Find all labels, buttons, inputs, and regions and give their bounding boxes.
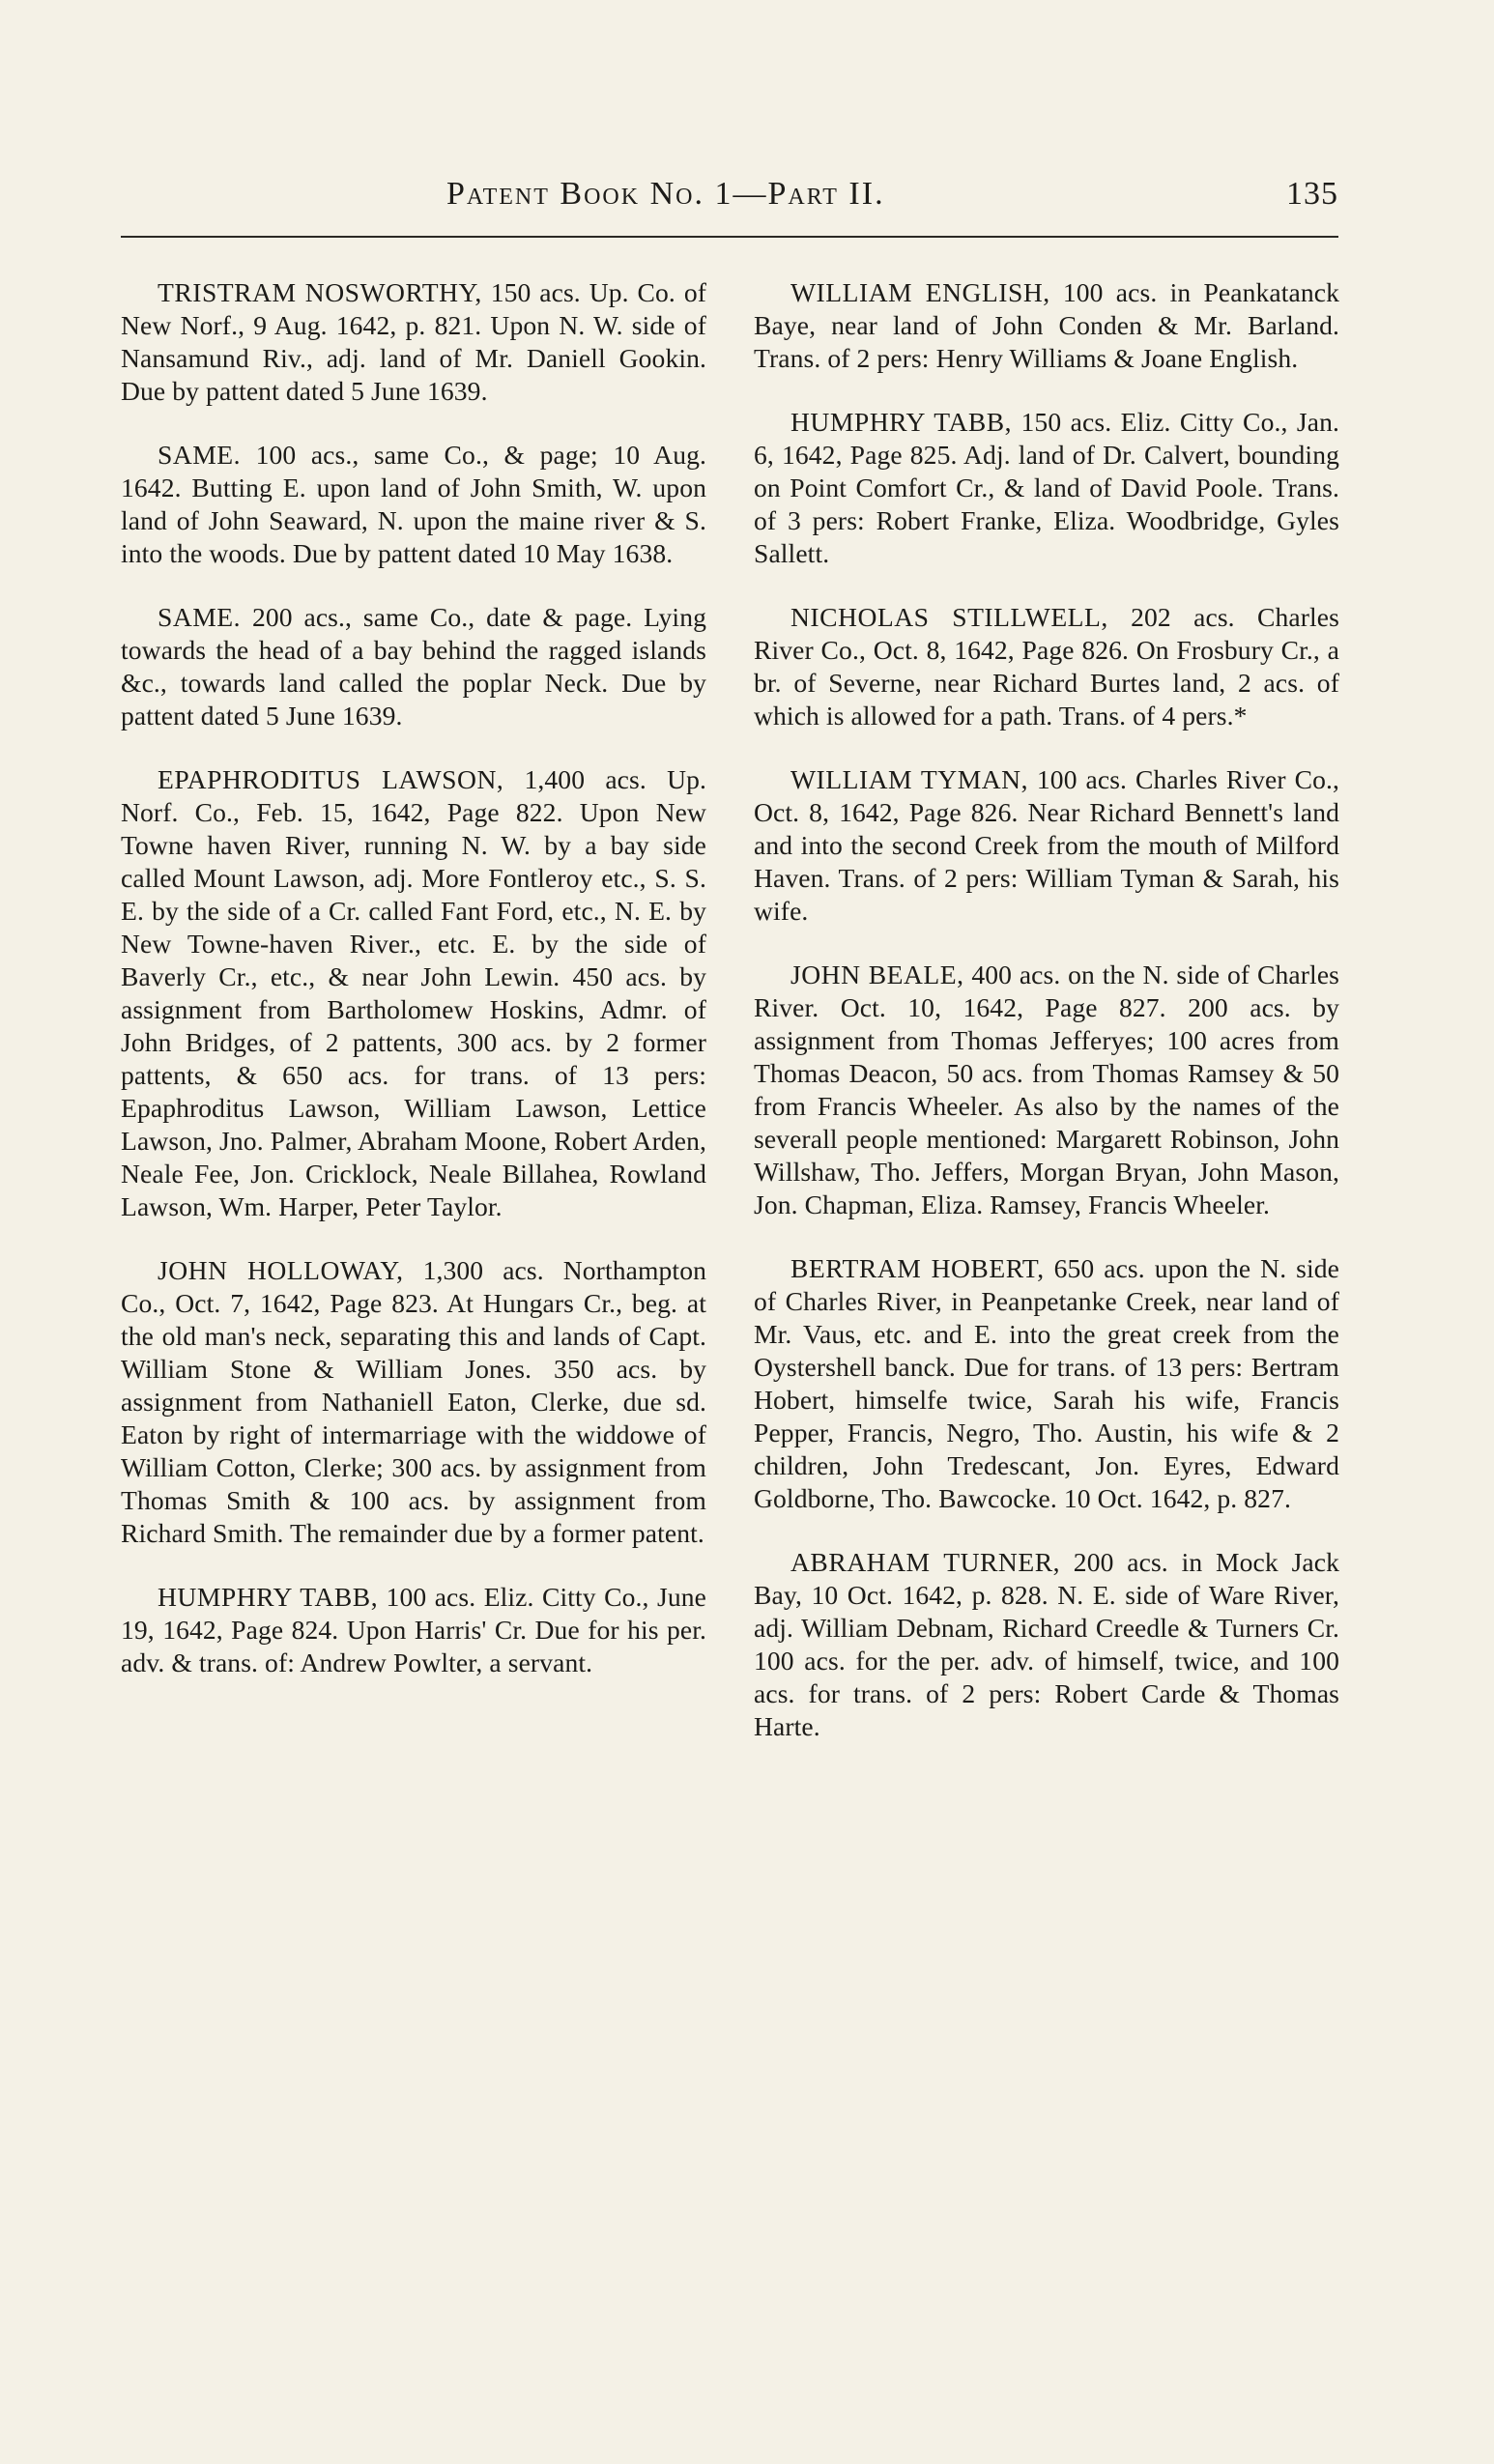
entry-name: BERTRAM HOBERT, [790,1253,1045,1283]
entry-name: HUMPHRY TABB, [158,1582,379,1612]
patent-entry-lawson [121,763,706,1223]
patent-entry-tabb-2 [754,406,1339,570]
entry-text: 200 acs., same Co., date & page. Lying towards the head of a bay behind the ragged islands &c., towards land called the poplar Neck. Due by pattent dated 5 June 1639. [121,602,706,731]
entry-text: 1,300 acs. Northampton Co., Oct. 7, 1642, Page 823. At Hungars Cr., beg. at the old man's neck, separating this and lands of Capt. William Stone & William Jones. 350 acs. by assignment from Nathaniell Eaton, Clerke, due sd. Eaton by right of intermarriage with the widdowe of William Cotton, Clerke; 300 acs. by assignment from Thomas Smith & 100 acs. by assignment from Richard Smith. The remainder due by a former patent. [121,1255,706,1548]
entry-name: SAME. [158,602,242,632]
right-column [754,276,1339,1774]
entry-name: SAME. [158,440,242,470]
patent-entry-turner [754,1546,1339,1743]
entry-name: JOHN BEALE, [790,960,964,989]
patent-entry-tabb-1 [121,1581,706,1679]
patent-entry-english [754,276,1339,375]
patent-entry-same-1 [121,439,706,570]
entry-name: EPAPHRODITUS LAWSON, [158,764,504,794]
header-rule [121,236,1338,238]
entry-name: ABRAHAM TURNER, [790,1547,1061,1577]
entry-name: WILLIAM ENGLISH, [790,277,1050,307]
patent-entry-tyman [754,763,1339,928]
entry-text: 202 acs. Charles River Co., Oct. 8, 1642, Page 826. On Frosbury Cr., a br. of Severne, near Richard Burtes land, 2 acs. of which is allowed for a path. Trans. of 4 pers.* [754,602,1339,731]
running-title: Patent Book No. 1—Part II. [446,176,885,212]
entry-text: 100 acs., same Co., & page; 10 Aug. 1642. Butting E. upon land of John Smith, W. upon land of John Seaward, N. upon the maine river & S. into the woods. Due by pattent dated 10 May 1638. [121,440,706,568]
entry-text: 100 acs. Eliz. Citty Co., June 19, 1642, Page 824. Upon Harris' Cr. Due for his per. adv. & trans. of: Andrew Powlter, a servant. [121,1582,706,1677]
patent-entry-stillwell [754,601,1339,732]
running-head [121,176,1338,224]
entry-name: HUMPHRY TABB, [790,407,1013,437]
entry-name: NICHOLAS STILLWELL, [790,602,1108,632]
page-number: 135 [1286,176,1338,212]
entry-name: WILLIAM TYMAN, [790,764,1028,794]
left-column [121,276,706,1710]
entry-text: 400 acs. on the N. side of Charles River. Oct. 10, 1642, Page 827. 200 acs. by assignment from Thomas Jefferyes; 100 acres from Thomas Deacon, 50 acs. from Thomas Ramsey & 50 from Francis Wheeler. As also by the names of the severall people mentioned: Margarett Robinson, John Willshaw, Tho. Jeffers, Morgan Bryan, John Mason, Jon. Chapman, Eliza. Ramsey, Francis Wheeler. [754,960,1339,1219]
entry-name: TRISTRAM NOSWORTHY, [158,277,482,307]
patent-entry-beale [754,959,1339,1221]
entry-name: JOHN HOLLOWAY, [158,1255,404,1285]
entry-text: 200 acs. in Mock Jack Bay, 10 Oct. 1642, p. 828. N. E. side of Ware River, adj. William Debnam, Richard Creedle & Turners Cr. 100 acs. for the per. adv. of himself, twice, and 100 acs. for trans. of 2 pers: Robert Carde & Thomas Harte. [754,1547,1339,1741]
patent-entry-same-2 [121,601,706,732]
entry-text: 1,400 acs. Up. Norf. Co., Feb. 15, 1642, Page 822. Upon New Towne haven River, running N. W. by a bay side called Mount Lawson, adj. More Fontleroy etc., S. S. E. by the side of a Cr. called Fant Ford, etc., N. E. by New Towne-haven River., etc. E. by the side of Baverly Cr., etc., & near John Lewin. 450 acs. by assignment from Bartholomew Hoskins, Admr. of John Bridges, of 2 pattents, 300 acs. by 2 former pattents, & 650 acs. for trans. of 13 pers: Epaphroditus Lawson, William Lawson, Lettice Lawson, Jno. Palmer, Abraham Moone, Robert Arden, Neale Fee, Jon. Cricklock, Neale Billahea, Rowland Lawson, Wm. Harper, Peter Taylor. [121,764,707,1221]
patent-entry-nosworthy [121,276,706,408]
entry-text: 100 acs. in Peankatanck Baye, near land of John Conden & Mr. Barland. Trans. of 2 pers: Henry Williams & Joane English. [754,277,1339,373]
entry-text: 100 acs. Charles River Co., Oct. 8, 1642, Page 826. Near Richard Bennett's land and into the second Creek from the mouth of Milford Haven. Trans. of 2 pers: William Tyman & Sarah, his wife. [754,764,1339,926]
patent-entry-holloway [121,1254,706,1550]
entry-text: 150 acs. Up. Co. of New Norf., 9 Aug. 1642, p. 821. Upon N. W. side of Nansamund Riv., adj. land of Mr. Daniell Gookin. Due by pattent dated 5 June 1639. [121,277,706,406]
patent-entry-hobert [754,1252,1339,1515]
entry-text: 650 acs. upon the N. side of Charles River, in Peanpetanke Creek, near land of Mr. Vaus, etc. and E. into the great creek from the Oystershell banck. Due for trans. of 13 pers: Bertram Hobert, himselfe twice, Sarah his wife, Francis Pepper, Francis, Negro, Tho. Austin, his wife & 2 children, John Tredescant, Jon. Eyres, Edward Goldborne, Tho. Bawcocke. 10 Oct. 1642, p. 827. [754,1253,1339,1513]
entry-text: 150 acs. Eliz. Citty Co., Jan. 6, 1642, Page 825. Adj. land of Dr. Calvert, bounding on Point Comfort Cr., & land of David Poole. Trans. of 3 pers: Robert Franke, Eliza. Woodbridge, Gyles Sallett. [754,407,1339,568]
